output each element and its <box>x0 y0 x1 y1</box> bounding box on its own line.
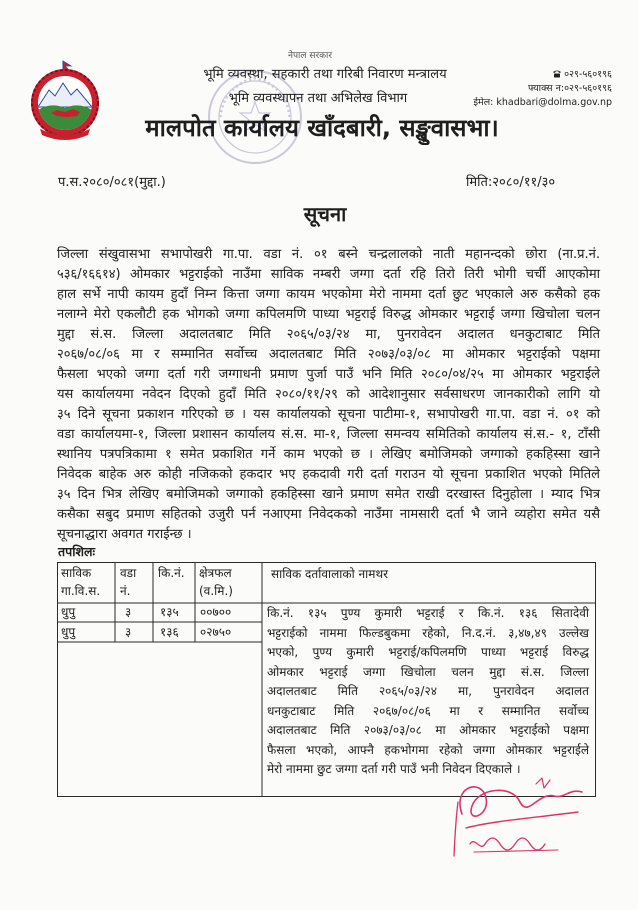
row2-area: ०२७५० <box>200 625 232 639</box>
row2-ward: ३ <box>125 625 132 639</box>
details-label: तपशिलः <box>58 544 95 559</box>
office-title: मालपोत कार्यालय खाँदबारी, सङ्खुवासभा। <box>145 114 499 142</box>
body-line: फैसला भएको जग्गा दर्ता गरी जग्गाधनी प्रमाण पुर्जा पाउँ भनि मिति २०८०/०४/२५ मा ओमकार भट्टराईले <box>57 367 600 382</box>
government-name: नेपाल सरकार <box>287 51 333 61</box>
col-header-vdc: साविक <box>61 566 92 580</box>
row2-kitta: १३६ <box>160 625 179 639</box>
col-header-vdc-sub: गा.वि.स. <box>61 584 101 598</box>
body-line: ३५ दिन भित्र लेखिए बमोजिमको जग्गाको हकहिस्सा खाने प्रमाण समेत राखी दरखास्त दिनुहोला । म्याद भित्र <box>57 487 600 502</box>
col-header-ward: वडा <box>120 566 137 580</box>
phone-icon <box>552 69 562 78</box>
phone-number: ०२९-५६०१९६ <box>564 69 612 80</box>
body-line: हाल सर्भे नापी कायम हुदाँ निम्न कित्ता जग्गा कायम भएकोमा मेरो नाममा दर्ता छुट भएकाले अरु कसैको हक <box>57 287 600 302</box>
body-line: २०६७/०८/०६ मा र सम्मानित सर्वोच्च अदालतबाट मिति २०७३/०३/०८ मा ओमकार भट्टराईको पक्षमा <box>57 347 600 362</box>
body-line: ३५ दिने सूचना प्रकाशन गरिएको छ । यस कार्यालयको सूचना पाटीमा-१, सभापोखरी गा.पा. वडा नं. ०१ को <box>57 407 600 422</box>
owner-note-line: भएको, पुण्य कुमारी भट्टराई/कपिलमणि पाध्या भट्टराई विरुद्ध <box>267 645 589 659</box>
notice-body <box>57 245 600 545</box>
col-header-owner: साविक दर्तावालाको नामथर <box>271 567 389 581</box>
owner-note-line: मेरो नाममा छुट जग्गा दर्ता गरी पाउँ भनी निवेदन दिएकाले । <box>267 762 521 776</box>
col-header-area-unit: (व.मि.) <box>199 584 233 598</box>
body-line: यस कार्यालयमा नवेदन दिएको हुदाँ मिति २०८०/११/२९ को आदेशानुसार सर्वसाधरण जानकारीको लागि यो <box>57 387 600 402</box>
body-line: जिल्ला संखुवासभा सभापोखरी गा.पा. वडा नं. ०१ बस्ने चन्द्रलालको नाती महानन्दको छोरा (ना.प्र.नं. <box>57 247 600 262</box>
body-line: कसैका सबुद प्रमाण सहितको उजुरी पर्न नआएमा निवेदकको नाउँमा नामसारी दर्ता भै जाने व्यहोरा समेत यसै <box>57 507 600 522</box>
details-table <box>57 562 596 797</box>
body-line: वडा कार्यालयमा-१, जिल्ला प्रशासन कार्यालय सं.स. मा-१, जिल्ला समन्वय समितिको कार्यालय सं.स.- १, टाँसी <box>57 427 600 442</box>
body-line: सूचनाद्धारा अवगत गराईन्छ । <box>57 527 192 542</box>
fax-number: फ्याक्स न:०२९-५६०१९६ <box>527 83 612 94</box>
owner-note-line: धनकुटाबाट मिति २०६७/०८/०६ मा र सम्मानित सर्वोच्च <box>267 703 589 718</box>
owner-note-line: कि.नं. १३५ पुण्य कुमारी भट्टराई र कि.नं. १३६ सितादेवी <box>267 606 589 620</box>
email-address: ईमेल: khadbari@dolma.gov.np <box>473 97 612 108</box>
owner-note <box>267 604 589 780</box>
reference-number: प.स.२०८०/०८१(मुद्दा.) <box>58 175 166 190</box>
owner-note-line: अदालतबाट मिति २०६५/०३/२४ मा, पुनरावेदन अदालत <box>267 684 589 698</box>
body-line: मुद्दा सं.स. जिल्ला अदालतबाट मिति २०६५/०३/२४ मा, पुनरावेदन अदालत धनकुटाबाट मिति <box>57 327 600 342</box>
row1-ward: ३ <box>125 605 132 619</box>
col-header-ward-sub: नं. <box>120 584 131 598</box>
owner-note-line: फैसला भएको, आफ्नै हकभोगमा रहेको जग्गा ओमकार भट्टराईले <box>267 742 589 757</box>
col-header-area: क्षेत्रफल <box>199 566 232 580</box>
body-line: स्थानिय पत्रपत्रिकामा १ समेत प्रकाशित गर्ने काम भएको छ । लेखिए बमोजिमको जग्गाको हकहिस्सा खाने <box>57 447 600 462</box>
phone-line <box>462 69 612 81</box>
body-line: निवेदक बाहेक अरु कोही नजिकको हकदार भए हकदावी गरी दर्ता गराउन यो सूचना प्रकाशित भएको मितिले <box>57 467 600 482</box>
signature-icon <box>440 772 590 864</box>
body-line: नलाग्ने मेरो एकलौटी हक भोगको जग्गा कपिलमणि पाध्या भट्टराई विरुद्ध ओमकार भट्टराई जग्गा खिचोला चलन <box>57 307 600 322</box>
row1-area: ००७०० <box>200 605 232 619</box>
owner-note-line: अदालतबाट मिति २०७३/०३/०८ मा ओमकार भट्टराईको पक्षमा <box>267 723 589 737</box>
body-line: ५३६/१६६१४) ओमकार भट्टराईको नाउँमा साविक नम्बरी जग्गा दर्ता रहि तिरो तिरी भोगी चर्ची आएकोमा <box>57 267 600 282</box>
row2-vdc: धुपु <box>61 625 76 639</box>
office-stamp-icon <box>200 62 310 172</box>
ministry-name: भूमि व्यवस्था, सहकारी तथा गरिबी निवारण मन्त्रालय <box>203 67 447 82</box>
owner-note-line: ओमकार भट्टराई जग्गा खिचोला चलन मुद्दा सं.स. जिल्ला <box>267 664 589 679</box>
row1-vdc: धुपु <box>61 605 76 619</box>
owner-note-line: भट्टराईको नाममा फिल्डबुकमा रहेको, नि.द.नं. ३,४७,४९ उल्लेख <box>267 625 589 640</box>
department-name: भूमि व्यवस्थापन तथा अभिलेख विभाग <box>228 91 408 106</box>
col-header-kitta: कि.नं. <box>158 566 185 580</box>
notice-title: सूचना <box>303 202 347 226</box>
notice-date: मिति:२०८०/११/३० <box>466 175 556 190</box>
nepal-emblem-logo <box>26 60 104 140</box>
row1-kitta: १३५ <box>160 605 179 619</box>
